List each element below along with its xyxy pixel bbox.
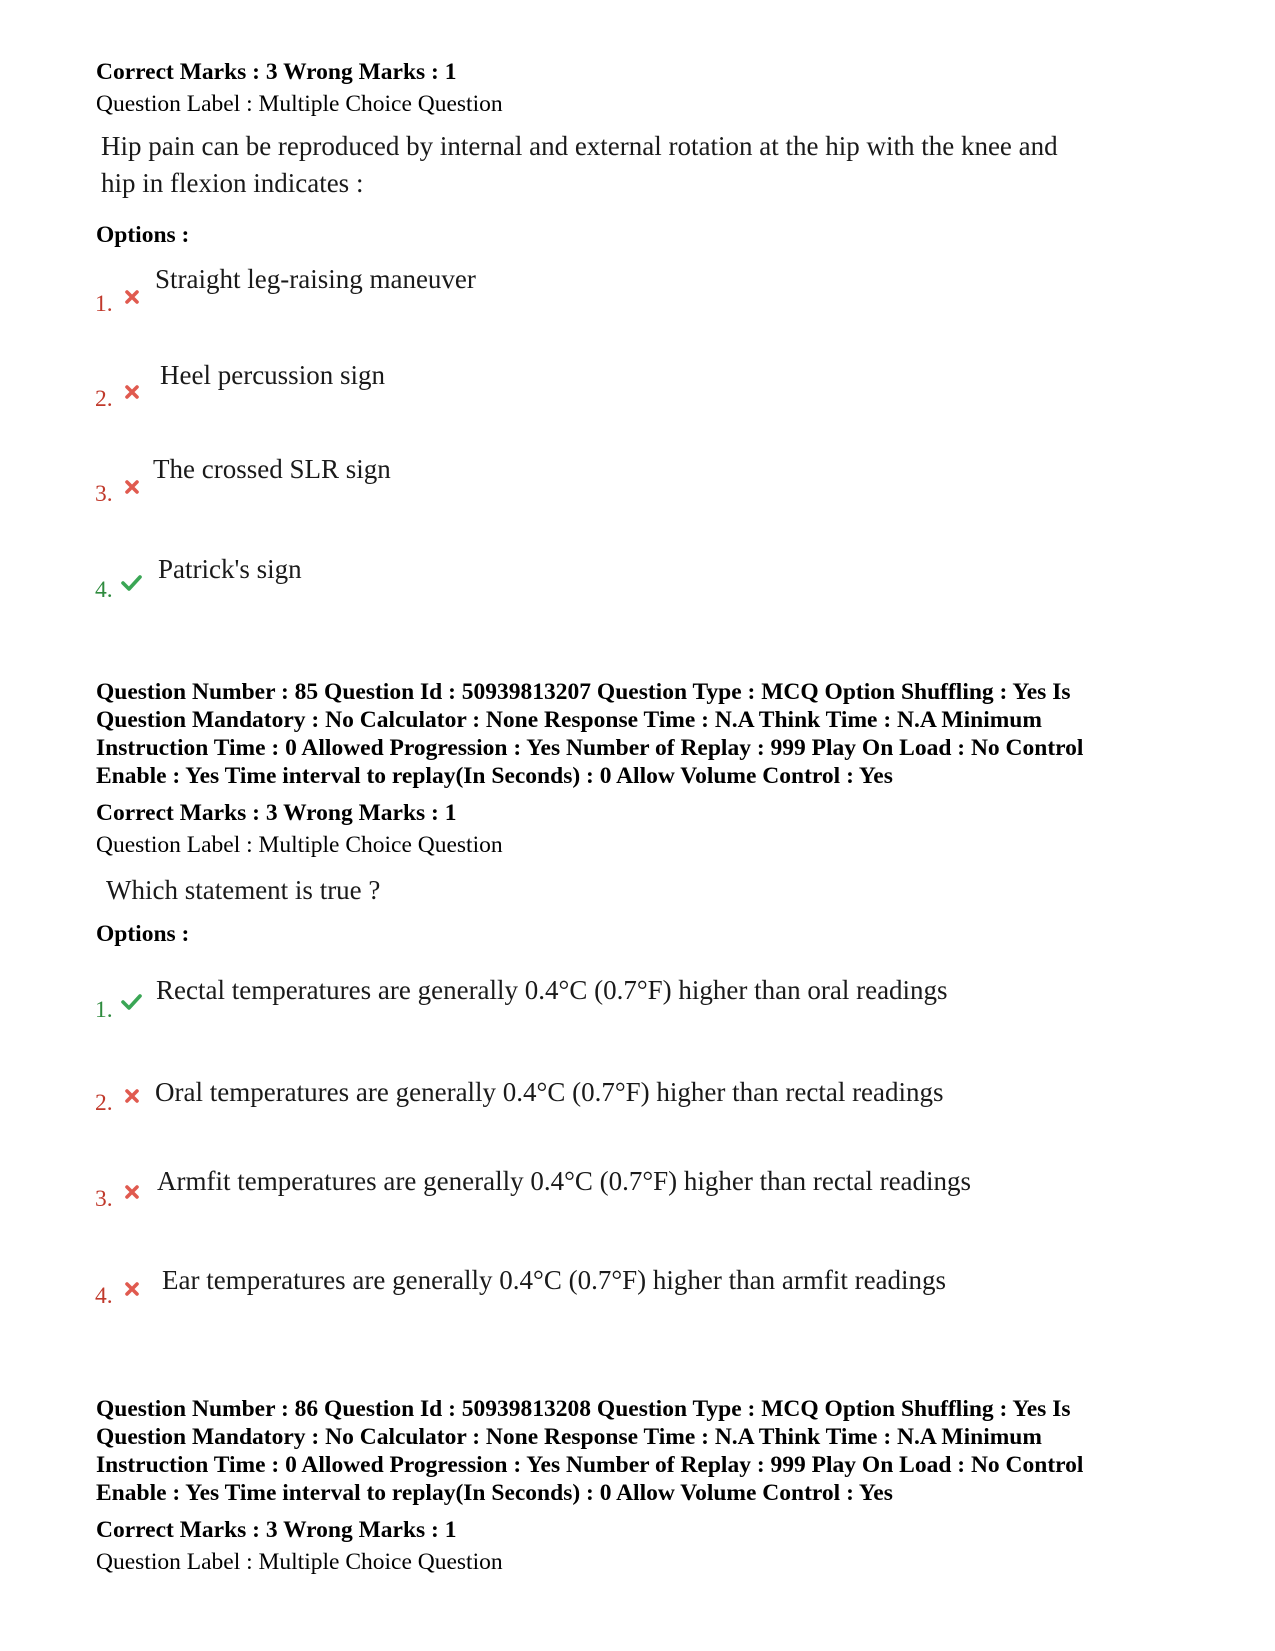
cross-mark-icon <box>123 383 141 401</box>
question-label: Question Label : Multiple Choice Question <box>96 91 503 117</box>
metadata-line: Enable : Yes Time interval to replay(In Seconds) : 0 Allow Volume Control : Yes <box>96 763 893 789</box>
cross-mark-icon <box>123 1280 141 1298</box>
correct-wrong-marks: Correct Marks : 3 Wrong Marks : 1 <box>96 1517 457 1543</box>
question-metadata <box>96 678 1196 790</box>
cross-mark-icon <box>123 478 141 496</box>
cross-mark-icon <box>123 1087 141 1105</box>
option-text: Patrick's sign <box>158 554 302 584</box>
correct-wrong-marks: Correct Marks : 3 Wrong Marks : 1 <box>96 59 457 85</box>
option-text: Ear temperatures are generally 0.4°C (0.7°F) higher than armfit readings <box>162 1265 947 1295</box>
option-number: 4. <box>95 577 113 603</box>
option-number: 3. <box>95 481 113 507</box>
question-text-line: hip in flexion indicates : <box>101 168 364 198</box>
metadata-line: Instruction Time : 0 Allowed Progression : Yes Number of Replay : 999 Play On Load : No Control <box>96 735 1084 761</box>
question-label: Question Label : Multiple Choice Question <box>96 1549 503 1575</box>
check-mark-icon <box>120 574 142 592</box>
option-text: The crossed SLR sign <box>153 454 391 484</box>
cross-mark-icon <box>123 288 141 306</box>
option-text: Rectal temperatures are generally 0.4°C (0.7°F) higher than oral readings <box>156 975 948 1005</box>
options-heading: Options : <box>96 921 190 947</box>
options-heading: Options : <box>96 222 190 248</box>
option-text: Oral temperatures are generally 0.4°C (0.7°F) higher than rectal readings <box>155 1077 944 1107</box>
option-text: Heel percussion sign <box>160 360 385 390</box>
correct-wrong-marks: Correct Marks : 3 Wrong Marks : 1 <box>96 800 457 826</box>
option-number: 2. <box>95 386 113 412</box>
cross-mark-icon <box>123 1183 141 1201</box>
option-number: 1. <box>95 997 113 1023</box>
question-text <box>101 128 1058 202</box>
question-label: Question Label : Multiple Choice Question <box>96 832 503 858</box>
metadata-line: Instruction Time : 0 Allowed Progression : Yes Number of Replay : 999 Play On Load : No Control <box>96 1452 1084 1478</box>
metadata-line: Question Number : 86 Question Id : 50939813208 Question Type : MCQ Option Shuffling : Yes Is <box>96 1396 1071 1422</box>
question-metadata <box>96 1395 1196 1507</box>
question-text-line: Hip pain can be reproduced by internal and external rotation at the hip with the knee and <box>101 131 1058 161</box>
option-number: 4. <box>95 1283 113 1309</box>
option-number: 1. <box>95 291 113 317</box>
option-number: 3. <box>95 1186 113 1212</box>
option-number: 2. <box>95 1090 113 1116</box>
option-text: Straight leg-raising maneuver <box>155 264 476 294</box>
metadata-line: Enable : Yes Time interval to replay(In Seconds) : 0 Allow Volume Control : Yes <box>96 1480 893 1506</box>
metadata-line: Question Mandatory : No Calculator : None Response Time : N.A Think Time : N.A Minimum <box>96 707 1042 733</box>
question-text: Which statement is true ? <box>106 875 381 905</box>
option-text: Armfit temperatures are generally 0.4°C (0.7°F) higher than rectal readings <box>157 1166 972 1196</box>
metadata-line: Question Mandatory : No Calculator : None Response Time : N.A Think Time : N.A Minimum <box>96 1424 1042 1450</box>
metadata-line: Question Number : 85 Question Id : 50939813207 Question Type : MCQ Option Shuffling : Yes Is <box>96 679 1071 705</box>
check-mark-icon <box>120 993 142 1011</box>
